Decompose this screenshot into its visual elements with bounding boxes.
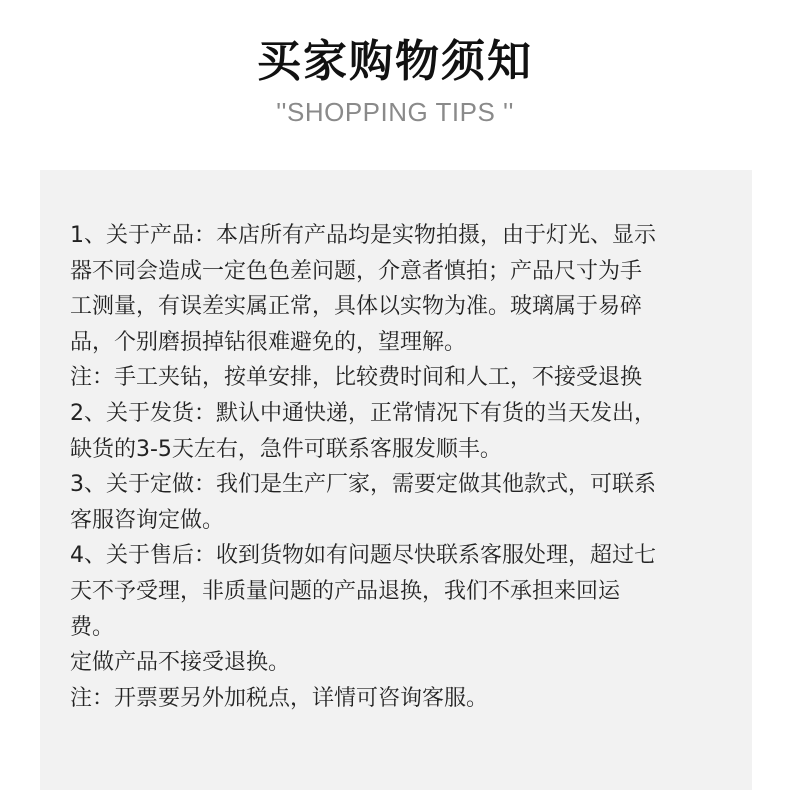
- notice-line: 1、关于产品：本店所有产品均是实物拍摄，由于灯光、显示: [70, 223, 656, 248]
- page-subtitle: ''SHOPPING TIPS '': [276, 97, 514, 127]
- notice-line: 客服咨询定做。: [70, 507, 225, 533]
- notice-line: 4、关于售后：收到货物如有问题尽快联系客服处理，超过七: [70, 543, 656, 569]
- notice-line: 缺货的3-5天左右，急件可联系客服发顺丰。: [70, 436, 502, 462]
- notice-line: 注：手工夹钻，按单安排，比较费时间和人工，不接受退换: [70, 365, 643, 391]
- notice-line: 注：开票要另外加税点，详情可咨询客服。: [70, 685, 489, 711]
- notice-panel: [40, 170, 752, 790]
- notice-line: 2、关于发货：默认中通快递，正常情况下有货的当天发出，: [70, 400, 656, 426]
- notice-content: [70, 218, 730, 716]
- notice-line: 器不同会造成一定色色差问题，介意者慎拍；产品尺寸为手: [70, 258, 643, 284]
- notice-line: 品，个别磨损掉钻很难避免的，望理解。: [70, 329, 467, 355]
- page-title: 买家购物须知: [257, 36, 533, 87]
- notice-line: 费。: [70, 614, 115, 640]
- notice-line: 3、关于定做：我们是生产厂家，需要定做其他款式，可联系: [70, 472, 656, 498]
- notice-line: 定做产品不接受退换。: [70, 650, 291, 676]
- notice-line: 天不予受理，非质量问题的产品退换，我们不承担来回运: [70, 578, 621, 604]
- notice-line: 工测量，有误差实属正常，具体以实物为准。玻璃属于易碎: [70, 294, 643, 320]
